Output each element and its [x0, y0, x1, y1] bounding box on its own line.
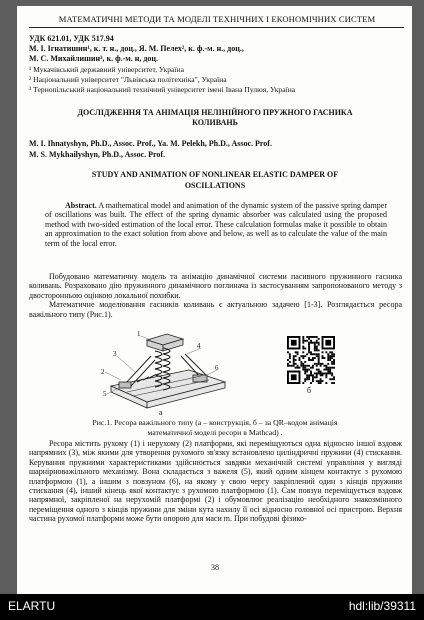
footer-handle: hdl:lib/39311: [348, 599, 416, 613]
footer-bar: [0, 594, 424, 620]
authors-uk-line-2: М. С. Михайлишин³, к. ф.-м. н, доц.: [29, 54, 158, 63]
body-text: [29, 439, 402, 524]
intro-text: [29, 272, 402, 319]
title-en-line-2: OSCILLATIONS: [184, 181, 246, 190]
part-number: 4: [197, 342, 201, 350]
title-uk-line-2: КОЛИВАНЬ: [192, 118, 238, 127]
affiliation-1: ¹ Мукачівський державний університет, Україна: [29, 65, 184, 74]
body-paragraph: Ресора містить рухому (1) і нерухому (2) платформи, які переміщуються одна відносно іншої вздовж напрямних (3), між якими для утворення рухомого зв'язку встановлено циліндричні пружини (4) стискання. Керування пружними характеристиками здійснюється завдяки механічній системі управління у вигляді шарнірноважільного механізму. Вона складається з важеля (5), який одним кінцем контактує з рухомою платформою (1), а іншим з повзуном (6), на якому у свою чергу закріплений один з кінців пружини стискання (4), інший кінець якої контактує з рухомою платформою (1). Сам повзун переміщується вздовж напрямної, закріпленої на нерухомій платформі (2) і обумовлює реалізацію необхідного знакозмінного переміщення одного з кінців пружини для зміни кута нахилу її осі відносно головної осі пристрою. Верхня частина рухомої платформи може бути опорою для маси m. При побудові фізико-: [29, 439, 402, 524]
authors-en-line-1: M. I. Ihnatyshyn, Ph.D., Assoc. Prof., Ya. M. Pelekh, Ph.D., Assoc. Prof.: [29, 139, 272, 148]
abstract-text: A mathematical model and animation of the dynamic system of the passive spring damper of oscillations was built. The effect of the spring dynamic absorber was calculated using the proposed method with two-sided estimation of the local error. These calculation formulas make it possible to obtain an approximation to the exact solution from above and below, as well as to calculate the value of the main term of the local error.: [45, 201, 387, 248]
affiliation-3: ³ Тернопільський національний технічний університет імені Івана Пулюя, Україна: [29, 85, 296, 94]
part-number: 5: [103, 390, 107, 398]
figure-caption-line-1: Рис.1. Ресора важільного типу (а – конструкція, б – за QR–кодом анімація: [92, 418, 338, 427]
footer-repository-name: ELARTU: [8, 599, 56, 613]
intro-paragraph-2: Математичне моделювання гасників коливань є актуальною задачею [1-3]. Розглядається ресора важільного типу (Рис.1).: [29, 300, 402, 319]
part-number: 6: [215, 364, 219, 372]
qr-code: [287, 336, 335, 384]
figure-label-b: б: [307, 386, 312, 395]
spring-damper-drawing: [97, 326, 237, 412]
page-number: 38: [211, 563, 219, 572]
part-number: 1: [137, 330, 141, 338]
abstract-label: Abstract.: [65, 201, 97, 210]
title-uk-line-1: ДОСЛІДЖЕННЯ ТА АНІМАЦІЯ НЕЛІНІЙНОГО ПРУЖНОГО ГАСНИКА: [77, 108, 353, 117]
part-number: 2: [101, 368, 105, 376]
header-rule: [29, 27, 404, 28]
intro-paragraph-1: Побудовано математичну модель та анімацію динамічної системи пасивного пружинного гасника коливань. Розраховано дію пружинного динамічного поглинача із застосуванням запропонованого методу з двосторонньою оцінкою локальної похибки.: [29, 272, 402, 300]
figure-caption-line-2: математичної моделі ресори в Mathcad) .: [147, 428, 283, 437]
part-number: 3: [113, 350, 117, 358]
authors-uk-line-1: М. І. Ігнатишин¹, к. т. н., доц., Я. М. Пелех², к. ф.-м. н., доц.,: [29, 44, 244, 53]
affiliation-2: ² Національний університет "Львівська політехніка", Україна: [29, 75, 227, 84]
authors-en-line-2: M. S. Mykhailyshyn, Ph.D., Assoc. Prof.: [29, 150, 166, 159]
udc-code: УДК 621.01, УДК 517.94: [29, 34, 114, 43]
abstract: [45, 201, 387, 248]
paper-page: [17, 6, 412, 596]
figure-label-a: а: [159, 408, 163, 417]
running-header: МАТЕМАТИЧНІ МЕТОДИ ТА МОДЕЛІ ТЕХНІЧНИХ І ЕКОНОМІЧНИХ СИСТЕМ: [58, 14, 376, 24]
title-en-line-1: STUDY AND ANIMATION OF NONLINEAR ELASTIC DAMPER OF: [91, 170, 339, 179]
